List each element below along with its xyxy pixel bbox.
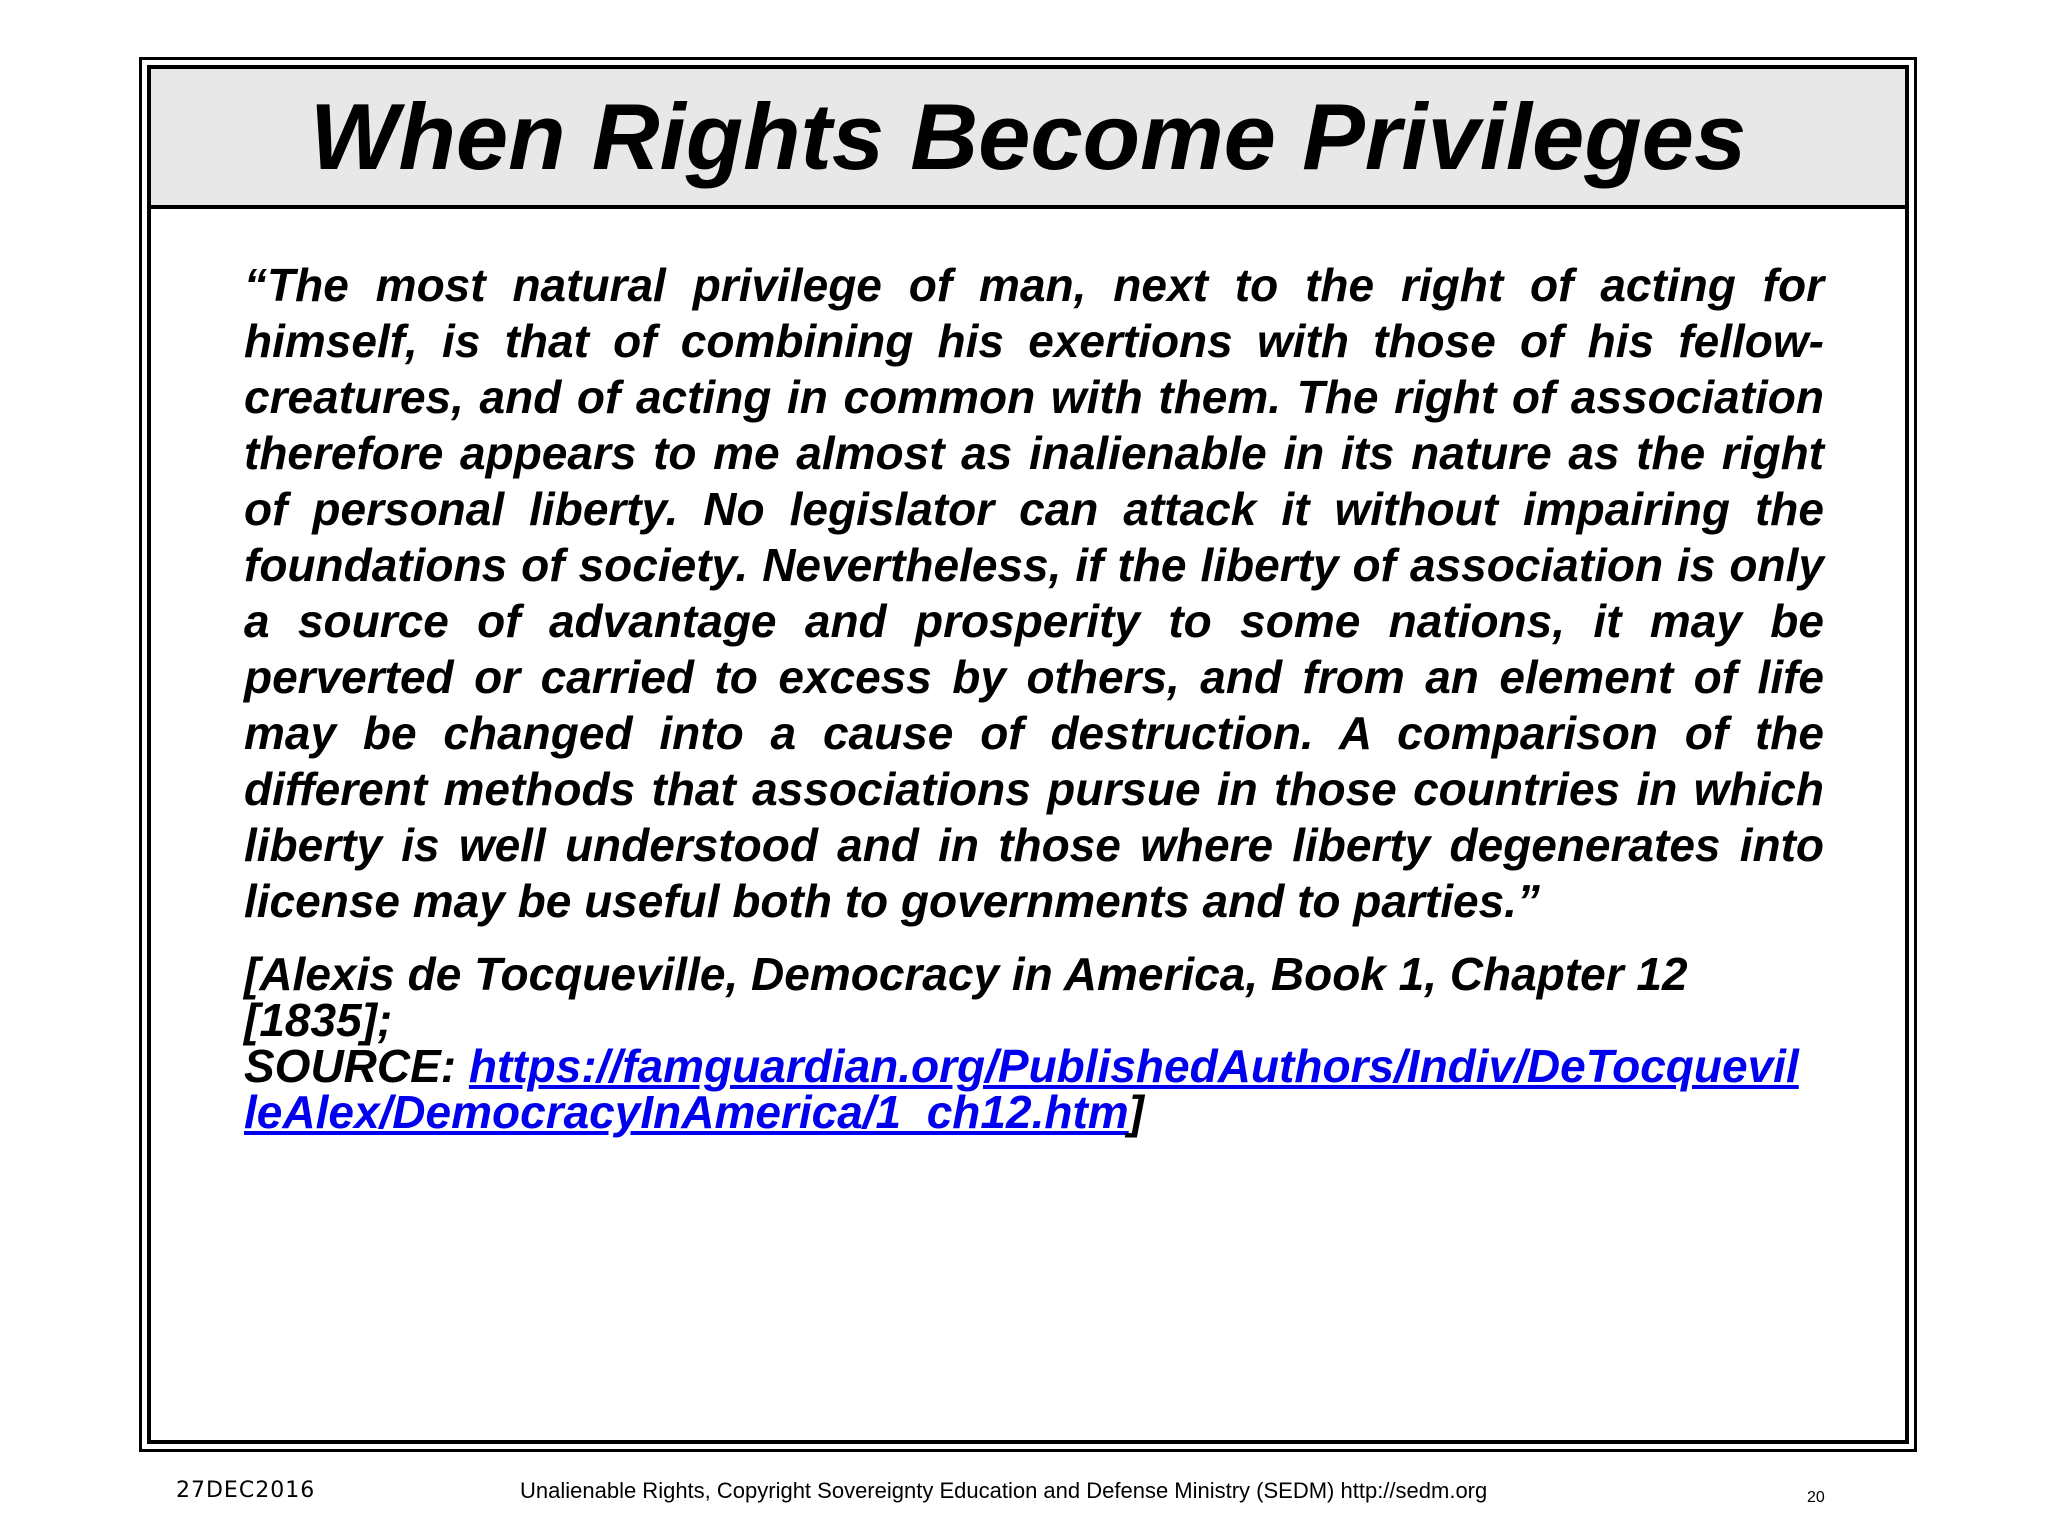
slide-frame <box>139 57 1917 1452</box>
source-label: SOURCE: <box>244 1040 469 1092</box>
source-link[interactable]: https://famguardian.org/PublishedAuthors/Indiv/DeTocquevilleAlex/DemocracyInAmerica/1_ch12.htm <box>244 1040 1799 1138</box>
footer-date: 27DEC2016 <box>176 1478 316 1503</box>
page-number: 20 <box>1807 1489 1825 1506</box>
slide-title: When Rights Become Privileges <box>309 84 1747 189</box>
title-band <box>151 69 1905 209</box>
citation-text: [Alexis de Tocqueville, Democracy in America, Book 1, Chapter 12 [1835]; <box>244 948 1688 1046</box>
footer-copyright: Unalienable Rights, Copyright Sovereignty Education and Defense Ministry (SEDM) http://sedm.org <box>520 1478 1488 1503</box>
slide-body <box>244 257 1824 1138</box>
quote-text: “The most natural privilege of man, next to the right of acting for himself, is that of combining his exertions with those of his fellow-creatures, and of acting in common with them. The right of association therefore appears to me almost as inalienable in its nature as the right of personal liberty. No legislator can attack it without impairing the foundations of society. Nevertheless, if the liberty of association is only a source of advantage and prosperity to some nations, it may be perverted or carried to excess by others, and from an element of life may be changed into a cause of destruction. A comparison of the different methods that associations pursue in those countries in which liberty is well understood and in those where liberty degenerates into license may be useful both to governments and to parties.” <box>244 259 1824 927</box>
citation-closing: ] <box>1128 1086 1144 1138</box>
slide-frame-inner <box>147 65 1909 1444</box>
citation <box>244 948 1804 1138</box>
